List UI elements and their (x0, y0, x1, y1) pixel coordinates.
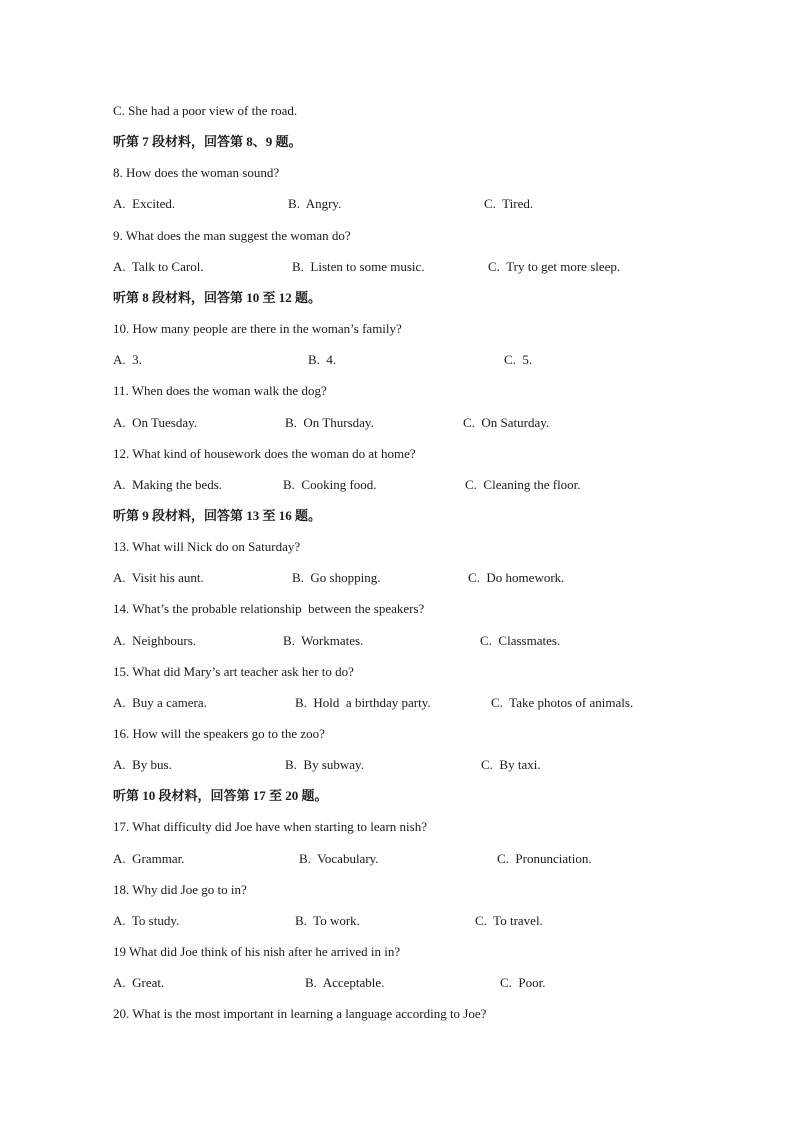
question-text: 11. When does the woman walk the dog? (113, 383, 327, 398)
question-text: 18. Why did Joe go to in? (113, 882, 247, 897)
option-b: B. Listen to some music. (292, 259, 425, 274)
question-text: 16. How will the speakers go to the zoo? (113, 726, 325, 741)
section-heading: 听第 9 段材料，回答第 13 至 16 题。 (113, 508, 322, 523)
question-text: 10. How many people are there in the woman’s family? (113, 321, 402, 336)
option-a: A. Great. (113, 975, 165, 990)
option-a: A. Excited. (113, 196, 176, 211)
option-c: C. Poor. (500, 975, 546, 990)
question-text: 15. What did Mary’s art teacher ask her to do? (113, 664, 354, 679)
question-text: 12. What kind of housework does the woman do at home? (113, 446, 416, 461)
option-a: A. Visit his aunt. (113, 570, 204, 585)
option-c: C. Try to get more sleep. (488, 259, 621, 274)
option-c: C. By taxi. (481, 757, 541, 772)
question-text: C. She had a poor view of the road. (113, 103, 298, 118)
option-a: A. To study. (113, 913, 180, 928)
option-c: C. Pronunciation. (497, 851, 592, 866)
option-b: B. To work. (295, 913, 360, 928)
section-heading: 听第 7 段材料，回答第 8、9 题。 (113, 134, 302, 149)
option-b: B. Go shopping. (292, 570, 381, 585)
option-b: B. On Thursday. (285, 415, 374, 430)
option-a: A. Making the beds. (113, 477, 223, 492)
option-a: A. By bus. (113, 757, 172, 772)
question-text: 13. What will Nick do on Saturday? (113, 539, 301, 554)
option-a: A. Talk to Carol. (113, 259, 204, 274)
question-text: 14. What’s the probable relationship between the speakers? (113, 601, 425, 616)
option-b: B. 4. (308, 352, 337, 367)
option-c: C. On Saturday. (463, 415, 550, 430)
question-text: 8. How does the woman sound? (113, 165, 280, 180)
option-c: C. Take photos of animals. (491, 695, 634, 710)
section-heading: 听第 8 段材料，回答第 10 至 12 题。 (113, 290, 322, 305)
question-text: 19 What did Joe think of his nish after he arrived in in? (113, 944, 401, 959)
option-c: C. Cleaning the floor. (465, 477, 581, 492)
option-c: C. Do homework. (468, 570, 565, 585)
option-a: A. 3. (113, 352, 142, 367)
option-b: B. Acceptable. (305, 975, 385, 990)
option-a: A. Grammar. (113, 851, 185, 866)
question-text: 17. What difficulty did Joe have when starting to learn nish? (113, 819, 427, 834)
option-b: B. Vocabulary. (299, 851, 379, 866)
option-a: A. Buy a camera. (113, 695, 207, 710)
option-c: C. Classmates. (480, 633, 561, 648)
option-b: B. Cooking food. (283, 477, 377, 492)
option-c: C. 5. (504, 352, 533, 367)
option-b: B. Angry. (288, 196, 342, 211)
option-c: C. Tired. (484, 196, 534, 211)
option-b: B. Hold a birthday party. (295, 695, 431, 710)
option-b: B. By subway. (285, 757, 364, 772)
option-b: B. Workmates. (283, 633, 364, 648)
option-c: C. To travel. (475, 913, 543, 928)
question-text: 9. What does the man suggest the woman do? (113, 228, 351, 243)
question-text: 20. What is the most important in learning a language according to Joe? (113, 1006, 487, 1021)
section-heading: 听第 10 段材料，回答第 17 至 20 题。 (113, 788, 328, 803)
option-a: A. Neighbours. (113, 633, 197, 648)
option-a: A. On Tuesday. (113, 415, 198, 430)
